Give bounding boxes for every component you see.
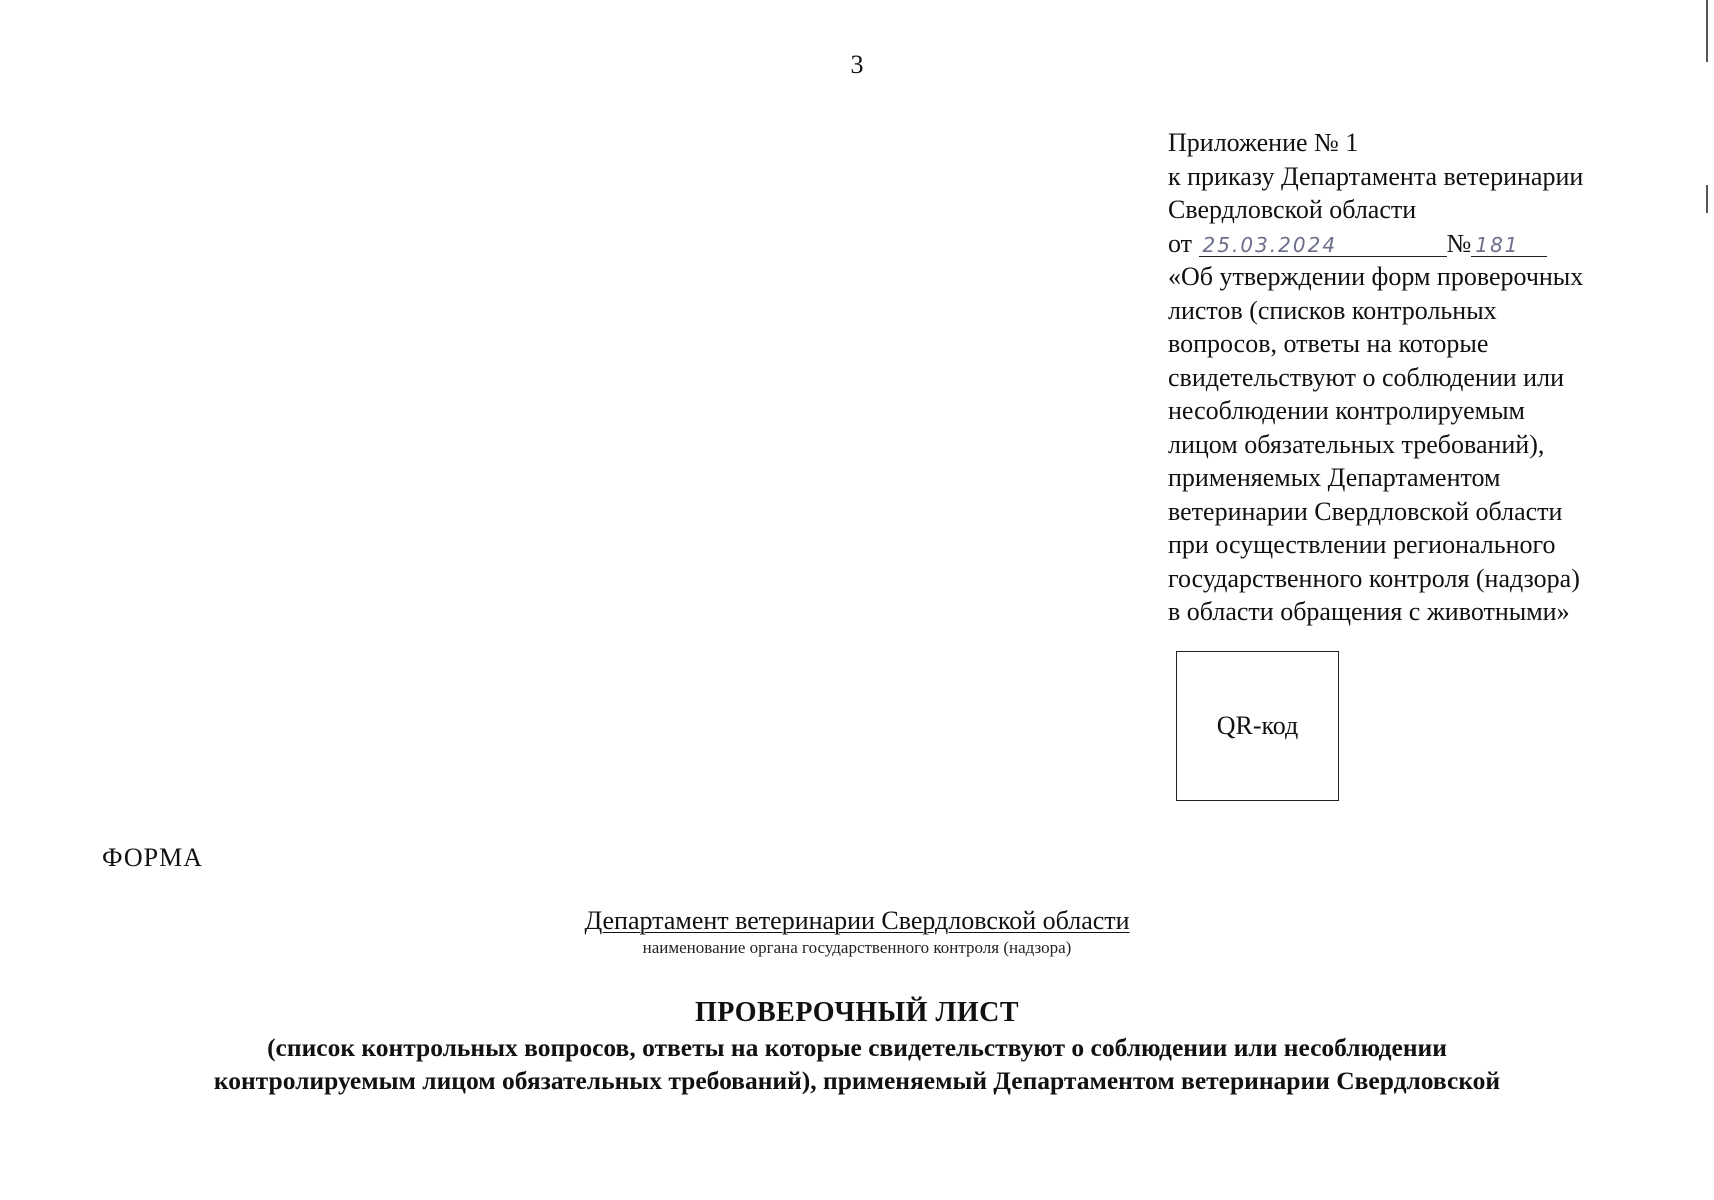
- organization-name: Департамент ветеринарии Свердловской области: [584, 906, 1130, 935]
- handwritten-number: 181: [1471, 234, 1547, 257]
- document-title: ПРОВЕРОЧНЫЙ ЛИСТ: [694, 997, 1019, 1028]
- qr-code-placeholder: [1176, 651, 1339, 801]
- form-label: ФОРМА: [102, 843, 203, 872]
- appendix-block: [1168, 126, 1688, 629]
- qr-code-label: QR-код: [1216, 711, 1299, 740]
- appendix-subject-line: ветеринарии Свердловской области: [1168, 496, 1563, 526]
- appendix-subject-line: несоблюдении контролируемым: [1168, 396, 1525, 425]
- document-title-block: [0, 995, 1714, 1097]
- page-number: 3: [850, 50, 864, 79]
- appendix-subject-line: листов (списков контрольных: [1168, 295, 1497, 325]
- appendix-subject-line: государственного контроля (надзора): [1168, 563, 1580, 593]
- number-prefix: №: [1446, 228, 1472, 258]
- appendix-subject-line: вопросов, ответы на которые: [1168, 329, 1489, 358]
- organization-block: [0, 905, 1714, 959]
- appendix-order-ref: к приказу Департамента ветеринарии: [1168, 161, 1584, 191]
- date-prefix: от: [1168, 228, 1193, 258]
- scan-edge-mark: [1706, 185, 1708, 213]
- appendix-subject-line: лицом обязательных требований),: [1168, 429, 1545, 459]
- appendix-region: Свердловской области: [1168, 195, 1417, 224]
- appendix-subject-line: в области обращения с животными»: [1168, 597, 1570, 626]
- appendix-subject-line: при осуществлении регионального: [1168, 530, 1556, 559]
- appendix-subject-line: применяемых Департаментом: [1168, 463, 1501, 492]
- document-subtitle-line: контролируемым лицом обязательных требований), применяемый Департаментом ветеринарии Свердловской: [213, 1066, 1501, 1095]
- appendix-date-number-line: [1168, 227, 1688, 261]
- document-subtitle-line: (список контрольных вопросов, ответы на которые свидетельствуют о соблюдении или несоблюдении: [267, 1033, 1447, 1062]
- handwritten-date: 25.03.2024: [1199, 234, 1447, 257]
- scan-edge-mark: [1706, 0, 1708, 62]
- appendix-title: Приложение № 1: [1168, 128, 1359, 157]
- appendix-subject-line: свидетельствуют о соблюдении или: [1168, 362, 1564, 392]
- appendix-subject-line: «Об утверждении форм проверочных: [1168, 262, 1584, 291]
- organization-caption: наименование органа государственного контроля (надзора): [642, 938, 1072, 957]
